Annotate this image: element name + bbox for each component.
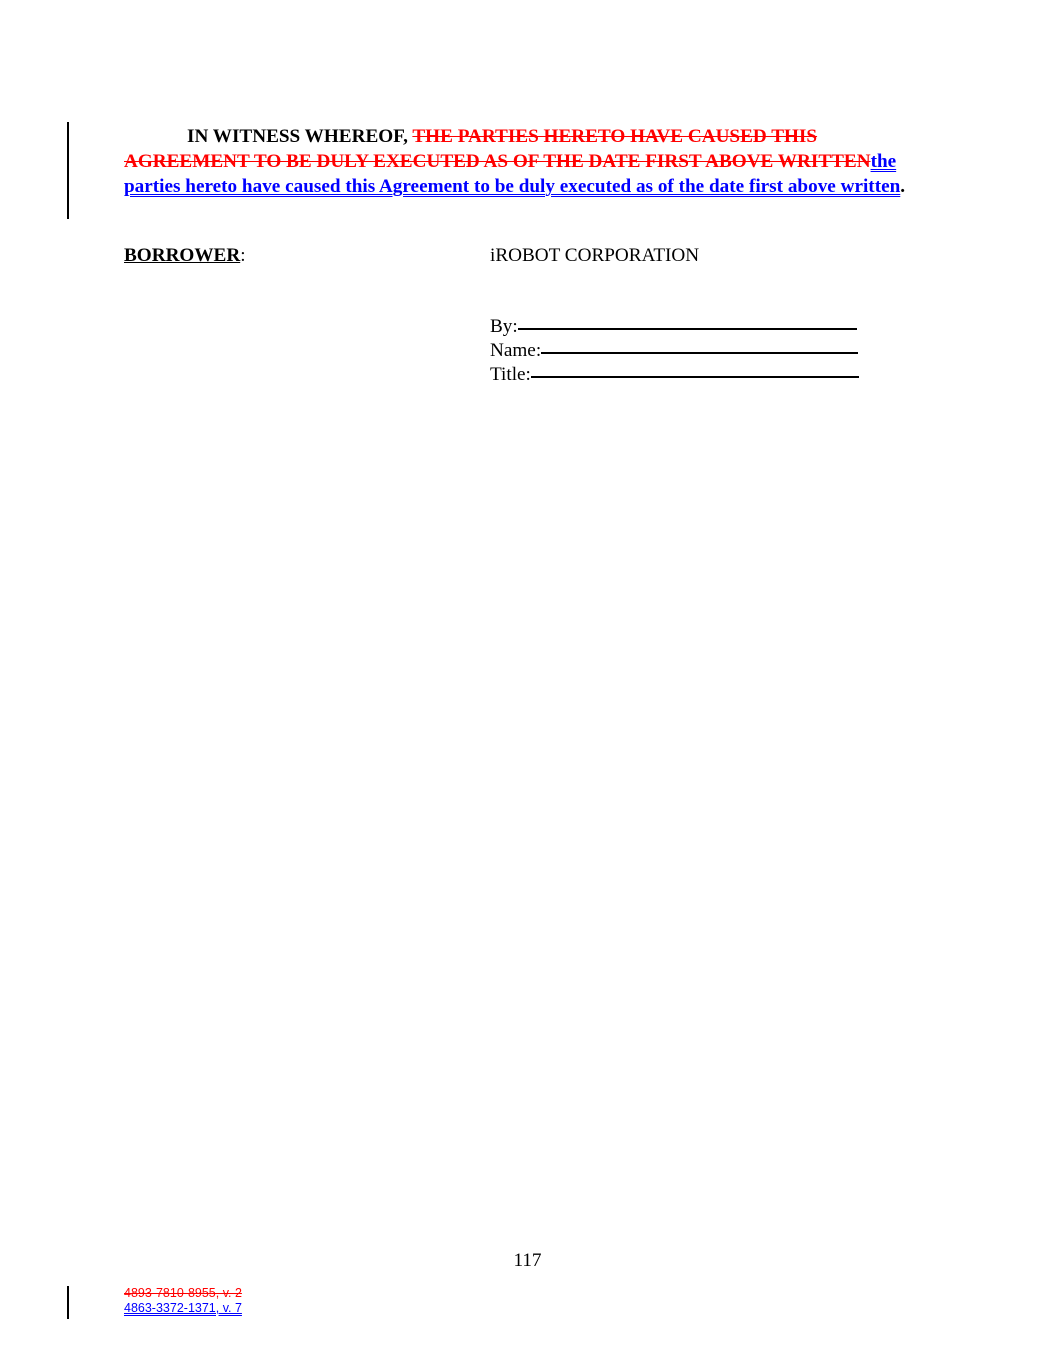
by-label: By: [490,316,518,337]
name-signature-rule[interactable] [541,352,858,354]
witness-paragraph [124,124,929,199]
signature-block [490,315,859,387]
borrower-colon: : [240,245,246,266]
change-bar-top [67,122,69,219]
title-label: Title: [490,364,531,385]
inserted-text: the parties hereto have caused this Agreement to be duly executed as of the date first above written [124,151,901,197]
inserted-doc-id: 4863-3372-1371, v. 7 [124,1301,242,1315]
witness-lead: IN WITNESS WHEREOF, [187,126,413,147]
page-number: 117 [513,1250,542,1271]
change-bar-bottom [67,1286,69,1319]
by-signature-rule[interactable] [518,328,857,330]
by-line [490,315,859,339]
title-signature-rule[interactable] [531,376,859,378]
company-name: iROBOT CORPORATION [490,245,700,266]
borrower-word: BORROWER [124,245,241,266]
name-label: Name: [490,340,542,361]
title-line [490,363,859,387]
deleted-doc-id: 4893-7810-8955, v. 2 [124,1286,242,1300]
name-line [490,339,859,363]
borrower-label [124,243,246,268]
deleted-text: THE PARTIES HERETO HAVE CAUSED THIS AGREEMENT TO BE DULY EXECUTED AS OF THE DATE FIRST ABOVE WRITTEN [124,126,871,172]
document-ids [124,1286,242,1316]
witness-trail: . [900,176,906,197]
